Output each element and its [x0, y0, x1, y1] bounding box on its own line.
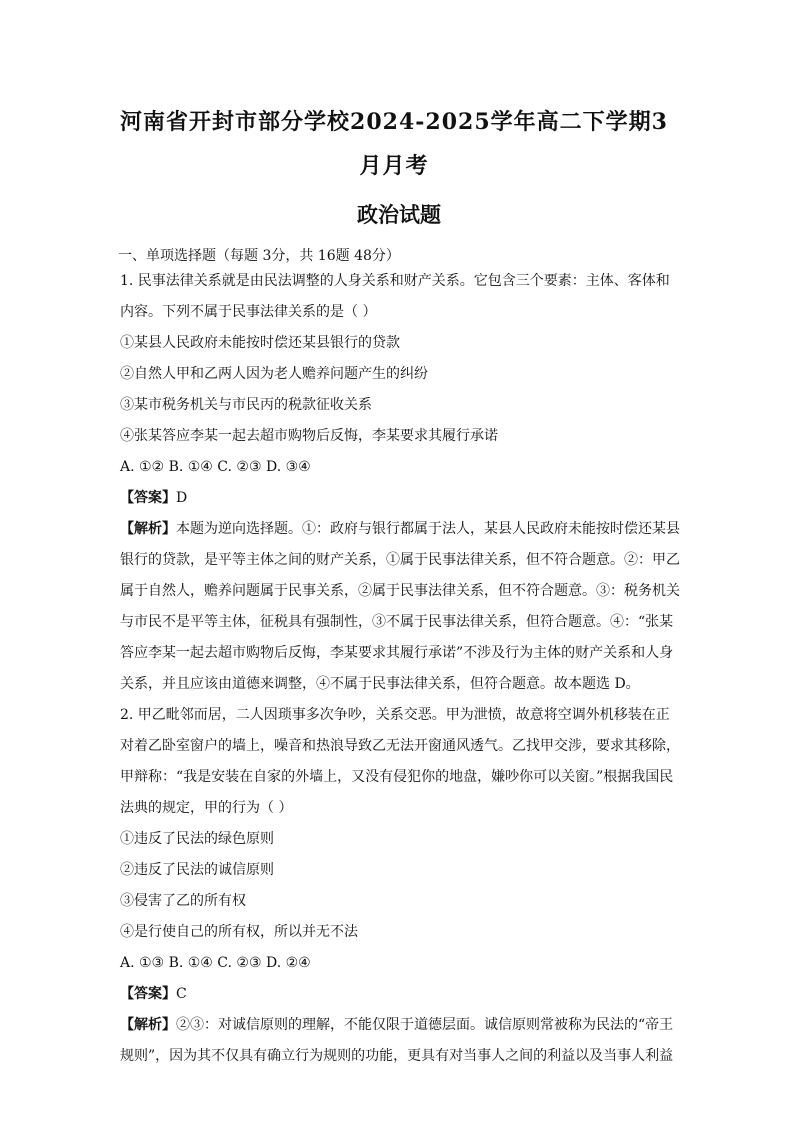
- line-text: 与市民不是平等主体，征税具有强制性，③不属于民事法律关系，但符合题意。④：“张某: [120, 614, 674, 630]
- line-text: 规则”，因为其不仅具有确立行为规则的功能，更具有对当事人之间的利益以及当事人利益: [120, 1048, 674, 1064]
- answer-tag: 【解析】: [120, 521, 176, 537]
- line-text: ③某市税务机关与市民丙的税款征收关系: [120, 397, 372, 413]
- line-text: 内容。下列不属于民事法律关系的是（ ）: [120, 304, 377, 320]
- line-text: ①某县人民政府未能按时偿还某县银行的贷款: [120, 335, 400, 351]
- text-line: [120, 1041, 680, 1072]
- text-line: [120, 297, 680, 328]
- question-body: [120, 266, 680, 1072]
- line-text: ②违反了民法的诚信原则: [120, 862, 274, 878]
- line-text: 2. 甲乙毗邻而居，二人因琐事多次争吵，关系交恶。甲为泄愤，故意将空调外机移装在正: [120, 707, 670, 723]
- line-text: ④张某答应李某一起去超市购物后反悔，李某要求其履行承诺: [120, 428, 498, 444]
- line-text: C: [176, 986, 187, 1002]
- text-line: [120, 390, 680, 421]
- line-text: 关系，并且应该由道德来调整，④不属于民事法律关系，但符合题意。故本题选 D。: [120, 676, 640, 692]
- text-line: [120, 855, 680, 886]
- document-subtitle: 政治试题: [357, 202, 441, 227]
- text-line: [120, 607, 680, 638]
- text-line: [120, 700, 680, 731]
- text-line: [120, 979, 680, 1010]
- line-text: ②③：对诚信原则的理解，不能仅限于道德层面。诚信原则常被称为民法的“帝王: [176, 1017, 674, 1033]
- text-line: [120, 576, 680, 607]
- text-line: [120, 545, 680, 576]
- line-text: 银行的贷款，是平等主体之间的财产关系，①属于民事法律关系，但不符合题意。②：甲乙: [120, 552, 680, 568]
- answer-tag: 【答案】: [120, 490, 176, 506]
- line-text: 属于自然人，赡养问题属于民事关系，②属于民事法律关系，但不符合题意。③：税务机关: [120, 583, 680, 599]
- line-text: ③侵害了乙的所有权: [120, 893, 246, 909]
- section-heading: 一、单项选择题（每题 3分，共 16题 48分）: [118, 248, 400, 264]
- line-text: A. ①② B. ①④ C. ②③ D. ③④: [120, 459, 311, 475]
- answer-tag: 【解析】: [120, 1017, 176, 1033]
- line-text: D: [176, 490, 188, 506]
- text-line: [120, 886, 680, 917]
- text-line: [120, 421, 680, 452]
- line-text: ②自然人甲和乙两人因为老人赡养问题产生的纠纷: [120, 366, 428, 382]
- line-text: 1. 民事法律关系就是由民法调整的人身关系和财产关系。它包含三个要素：主体、客体和: [120, 273, 670, 289]
- text-line: [120, 483, 680, 514]
- text-line: [120, 793, 680, 824]
- line-text: ④是行使自己的所有权，所以并无不法: [120, 924, 358, 940]
- text-line: [120, 824, 680, 855]
- line-text: 法典的规定，甲的行为（ ）: [120, 800, 293, 816]
- text-line: [120, 917, 680, 948]
- answer-tag: 【答案】: [120, 986, 176, 1002]
- text-line: [120, 669, 680, 700]
- text-line: [120, 514, 680, 545]
- line-text: 甲辩称：“我是安装在自家的外墙上，又没有侵犯你的地盘，嫌吵你可以关窗。”根据我国民: [120, 769, 674, 785]
- text-line: [120, 452, 680, 483]
- text-line: [120, 328, 680, 359]
- document-title: 河南省开封市部分学校2024-2025学年高二下学期3月月考: [120, 109, 668, 179]
- text-line: [120, 359, 680, 390]
- text-line: [120, 762, 680, 793]
- line-text: 答应李某一起去超市购物后反悔，李某要求其履行承诺”不涉及行为主体的财产关系和人身: [120, 645, 674, 661]
- text-line: [120, 266, 680, 297]
- text-line: [120, 638, 680, 669]
- line-text: A. ①③ B. ①④ C. ②③ D. ②④: [120, 955, 311, 971]
- text-line: [120, 948, 680, 979]
- text-line: [120, 731, 680, 762]
- line-text: 对着乙卧室窗户的墙上，噪音和热浪导致乙无法开窗通风透气。乙找甲交涉，要求其移除，: [120, 738, 680, 754]
- line-text: 本题为逆向选择题。①：政府与银行都属于法人，某县人民政府未能按时偿还某县: [176, 521, 680, 537]
- line-text: ①违反了民法的绿色原则: [120, 831, 274, 847]
- text-line: [120, 1010, 680, 1041]
